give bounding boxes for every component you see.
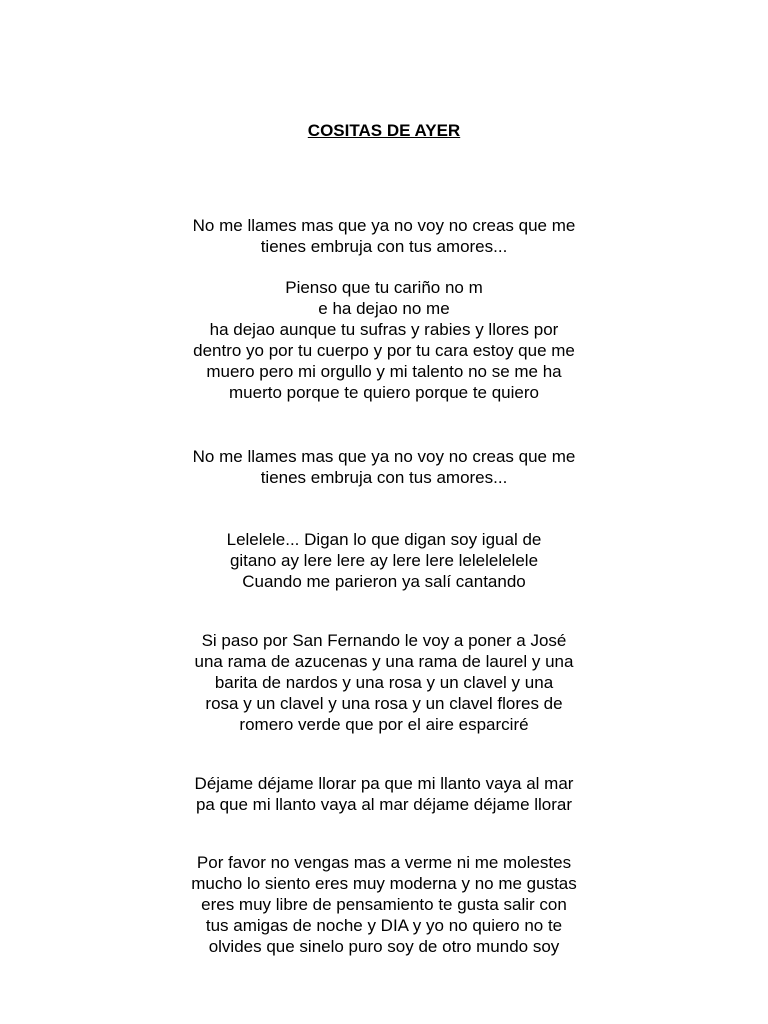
stanza-line: rosa y un clavel y una rosa y un clavel flores de (205, 694, 563, 713)
stanza-4 (0, 529, 768, 592)
stanza-line: dentro yo por tu cuerpo y por tu cara estoy que me (193, 341, 575, 360)
stanza-line: muerto porque te quiero porque te quiero (229, 383, 539, 402)
stanza-line: mucho lo siento eres muy moderna y no me gustas (191, 874, 577, 893)
stanza-1 (0, 215, 768, 257)
stanza-line: Si paso por San Fernando le voy a poner a José (201, 631, 567, 650)
stanza-line: ha dejao aunque tu sufras y rabies y llores por (209, 320, 559, 339)
stanza-line: Lelelele... Digan lo que digan soy igual de (226, 530, 542, 549)
stanza-line: e ha dejao no me (318, 299, 450, 318)
stanza-line: eres muy libre de pensamiento te gusta salir con (201, 895, 567, 914)
stanza-line: muero pero mi orgullo y mi talento no se me ha (206, 362, 562, 381)
stanza-line: gitano ay lere lere ay lere lere lelelelelele (229, 551, 539, 570)
stanza-line: tus amigas de noche y DIA y yo no quiero no te (205, 916, 563, 935)
stanza-3 (0, 446, 768, 488)
stanza-line: Pienso que tu cariño no m (285, 278, 483, 297)
stanza-7 (0, 852, 768, 957)
stanza-5 (0, 630, 768, 735)
stanza-line: olvides que sinelo puro soy de otro mundo soy (208, 937, 560, 956)
stanza-line: una rama de azucenas y una rama de laurel y una (194, 652, 574, 671)
stanza-line: Déjame déjame llorar pa que mi llanto vaya al mar (194, 774, 574, 793)
stanza-6 (0, 773, 768, 815)
stanza-line: Por favor no vengas mas a verme ni me molestes (196, 853, 572, 872)
stanza-line: No me llames mas que ya no voy no creas que me (192, 216, 576, 235)
stanza-line: romero verde que por el aire esparciré (239, 715, 529, 734)
stanza-line: No me llames mas que ya no voy no creas que me (192, 447, 576, 466)
stanza-2 (0, 277, 768, 403)
stanza-line: barita de nardos y una rosa y un clavel y una (214, 673, 554, 692)
stanza-line: tienes embruja con tus amores... (260, 237, 508, 256)
stanza-line: pa que mi llanto vaya al mar déjame déjame llorar (195, 795, 573, 814)
document-title: COSITAS DE AYER (307, 121, 461, 140)
stanza-line: Cuando me parieron ya salí cantando (242, 572, 526, 591)
stanza-line: tienes embruja con tus amores... (260, 468, 508, 487)
